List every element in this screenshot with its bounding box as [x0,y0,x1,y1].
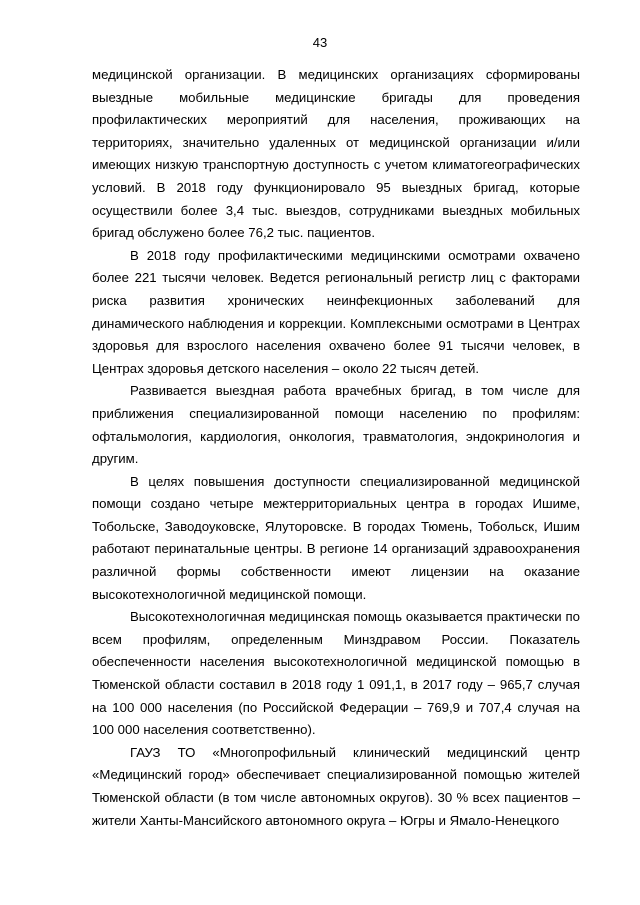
paragraph-specialized-care: В целях повышения доступности специализированной медицинской помощи создано четыре межтерриториальных центра в городах Ишиме, Тобольске, Заводоуковске, Ялуторовске. В городах Тюмень, Тобольск, Ишим работают перинатальные центры. В регионе 14 организаций здравоохранения различной формы собственности имеют лицензии на оказание высокотехнологичной медицинской помощи. [92,473,580,602]
paragraph-high-tech-care: Высокотехнологичная медицинская помощь оказывается практически по всем профилям, определенным Минздравом России. Показатель обеспеченности населения высокотехнологичной медицинской помощью в Тюменской области составил в 2018 году 1 091,1, в 2017 году – 965,7 случая на 100 000 населения (по Российской Федерации – 769,9 и 707,4 случая на 100 000 населения соответственно). [92,609,580,738]
paragraph-medical-city: ГАУЗ ТО «Многопрофильный клинический медицинский центр «Медицинский город» обеспечивает специализированной помощью жителей Тюменской области (в том числе автономных округов). 30 % всех пациентов – жители Ханты-Мансийского автономного округа – Югры и Ямало-Ненецкого [92,744,580,828]
paragraph-mobile-brigades: медицинской организации. В медицинских организациях сформированы выездные мобильные медицинские бригады для проведения профилактических мероприятий для населения, проживающих на территориях, значительно удаленных от медицинской организации и/или имеющих низкую транспортную доступность с учетом климатогеографических условий. В 2018 году функционировало 95 выездных бригад, которые осуществили более 3,4 тыс. выездов, сотрудниками выездных мобильных бригад обслужено более 76,2 тыс. пациентов. [92,67,580,241]
paragraph-field-work: Развивается выездная работа врачебных бригад, в том числе для приближения специализированной помощи населению по профилям: офтальмология, кардиология, онкология, травматология, эндокринология и другим. [92,383,580,467]
paragraph-preventive-exams: В 2018 году профилактическими медицинскими осмотрами охвачено более 221 тысячи человек. Ведется региональный регистр лиц с факторами риска развития хронических неинфекционных заболеваний для динамического наблюдения и коррекции. Комплексными осмотрами в Центрах здоровья для взрослого населения охвачено более 91 тысячи человек, в Центрах здоровья детского населения – около 22 тысяч детей. [92,247,580,376]
page-number: 43 [312,35,328,50]
document-body [92,64,580,832]
